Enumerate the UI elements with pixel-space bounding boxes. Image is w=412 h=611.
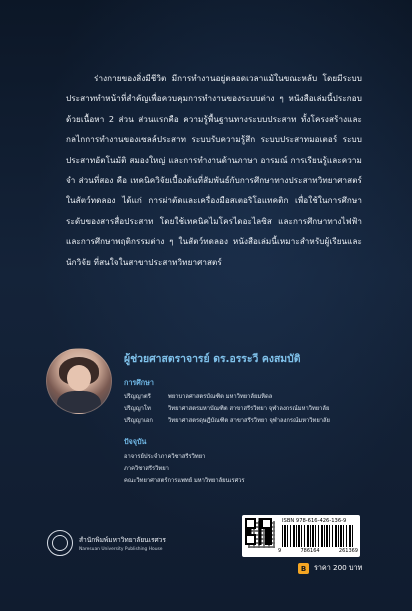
author-face bbox=[67, 365, 91, 391]
price-tag bbox=[298, 563, 362, 574]
position-heading: ปัจจุบัน bbox=[124, 437, 147, 446]
position-line: คณะวิทยาศาสตร์การแพทย์ มหาวิทยาลัยนเรศวร bbox=[124, 478, 245, 484]
position-line: ภาควิชาสรีรวิทยา bbox=[124, 466, 169, 472]
book-description bbox=[66, 68, 362, 272]
price-text: ราคา 200 บาท bbox=[314, 563, 363, 572]
isbn-digit-group: 9 bbox=[278, 548, 282, 554]
author-name: ผู้ช่วยศาสตราจารย์ ดร.อรระวี คงสมบัติ bbox=[124, 353, 301, 365]
author-body bbox=[57, 391, 101, 414]
degree-label: ปริญญาตรี bbox=[124, 394, 151, 400]
education-row bbox=[124, 415, 330, 425]
degree-label: ปริญญาโท bbox=[124, 406, 151, 412]
degree-detail: วิทยาศาสตรดุษฎีบัณฑิต สาขาสรีรวิทยา จุฬาลงกรณ์มหาวิทยาลัย bbox=[168, 418, 330, 424]
degree-detail: พยาบาลศาสตรบัณฑิต มหาวิทยาลัยมหิดล bbox=[168, 394, 273, 400]
qr-code-icon bbox=[245, 518, 272, 545]
baht-icon: B bbox=[298, 563, 309, 574]
isbn-digit-group: 786164 bbox=[300, 548, 320, 554]
publisher-name-english: Naresuan University Publishing House bbox=[79, 547, 163, 552]
isbn-digits bbox=[278, 548, 358, 554]
barcode-icon bbox=[282, 525, 354, 547]
education-heading: การศึกษา bbox=[124, 378, 154, 387]
university-seal-icon bbox=[47, 530, 73, 556]
publisher-name-thai: สำนักพิมพ์มหาวิทยาลัยนเรศวร bbox=[79, 536, 166, 544]
education-row bbox=[124, 403, 329, 413]
isbn-digit-group: 261369 bbox=[338, 548, 358, 554]
author-photo bbox=[46, 348, 112, 414]
degree-label: ปริญญาเอก bbox=[124, 418, 153, 424]
degree-detail: วิทยาศาสตรมหาบัณฑิต สาขาสรีรวิทยา จุฬาลงกรณ์มหาวิทยาลัย bbox=[168, 406, 330, 412]
isbn-label: ISBN 978-616-426-136-9 bbox=[282, 518, 347, 524]
education-row bbox=[124, 391, 272, 401]
publisher-block bbox=[47, 530, 166, 556]
isbn-barcode-box bbox=[242, 515, 360, 557]
position-line: อาจารย์ประจำภาควิชาสรีรวิทยา bbox=[124, 454, 206, 460]
description-paragraph: ร่างกายของสิ่งมีชีวิต มีการทำงานอยู่ตลอดเวลาแม้ในขณะหลับ โดยมีระบบประสาททำหน้าที่สำคัญเพื่อควบคุมการทำงานของระบบต่าง ๆ หนังสือเล่มนี้ประกอบด้วยเนื้อหา 2 ส่วน ส่วนแรกคือ ความรู้พื้นฐานทางระบบประสาท ทั้งโครงสร้างและกลไกการทำงานของเซลล์ประสาท ระบบรับความรู้สึก ระบบประสาทมอเตอร์ ระบบประสาทอัตโนมัติ สมองใหญ่ และการทำงานด้านภาษา อารมณ์ การเรียนรู้และความจำ ส่วนที่สอง คือ เทคนิควิจัยเบื้องต้นที่สัมพันธ์กับการศึกษาทางประสาทวิทยาศาสตร์ในสัตว์ทดลอง ได้แก่ การผ่าตัดและเครื่องมือสเตอริโอแทคติก เพื่อใช้ในการศึกษาระดับของสารสื่อประสาท โดยใช้เทคนิคไมโครไดอะไลซิส และการศึกษาทางไฟฟ้า และการศึกษาพฤติกรรมต่าง ๆ ในสัตว์ทดลอง หนังสือเล่มนี้เหมาะสำหรับผู้เรียนและนักวิจัย ที่สนใจในสาขาประสาทวิทยาศาสตร์ bbox=[66, 73, 362, 267]
